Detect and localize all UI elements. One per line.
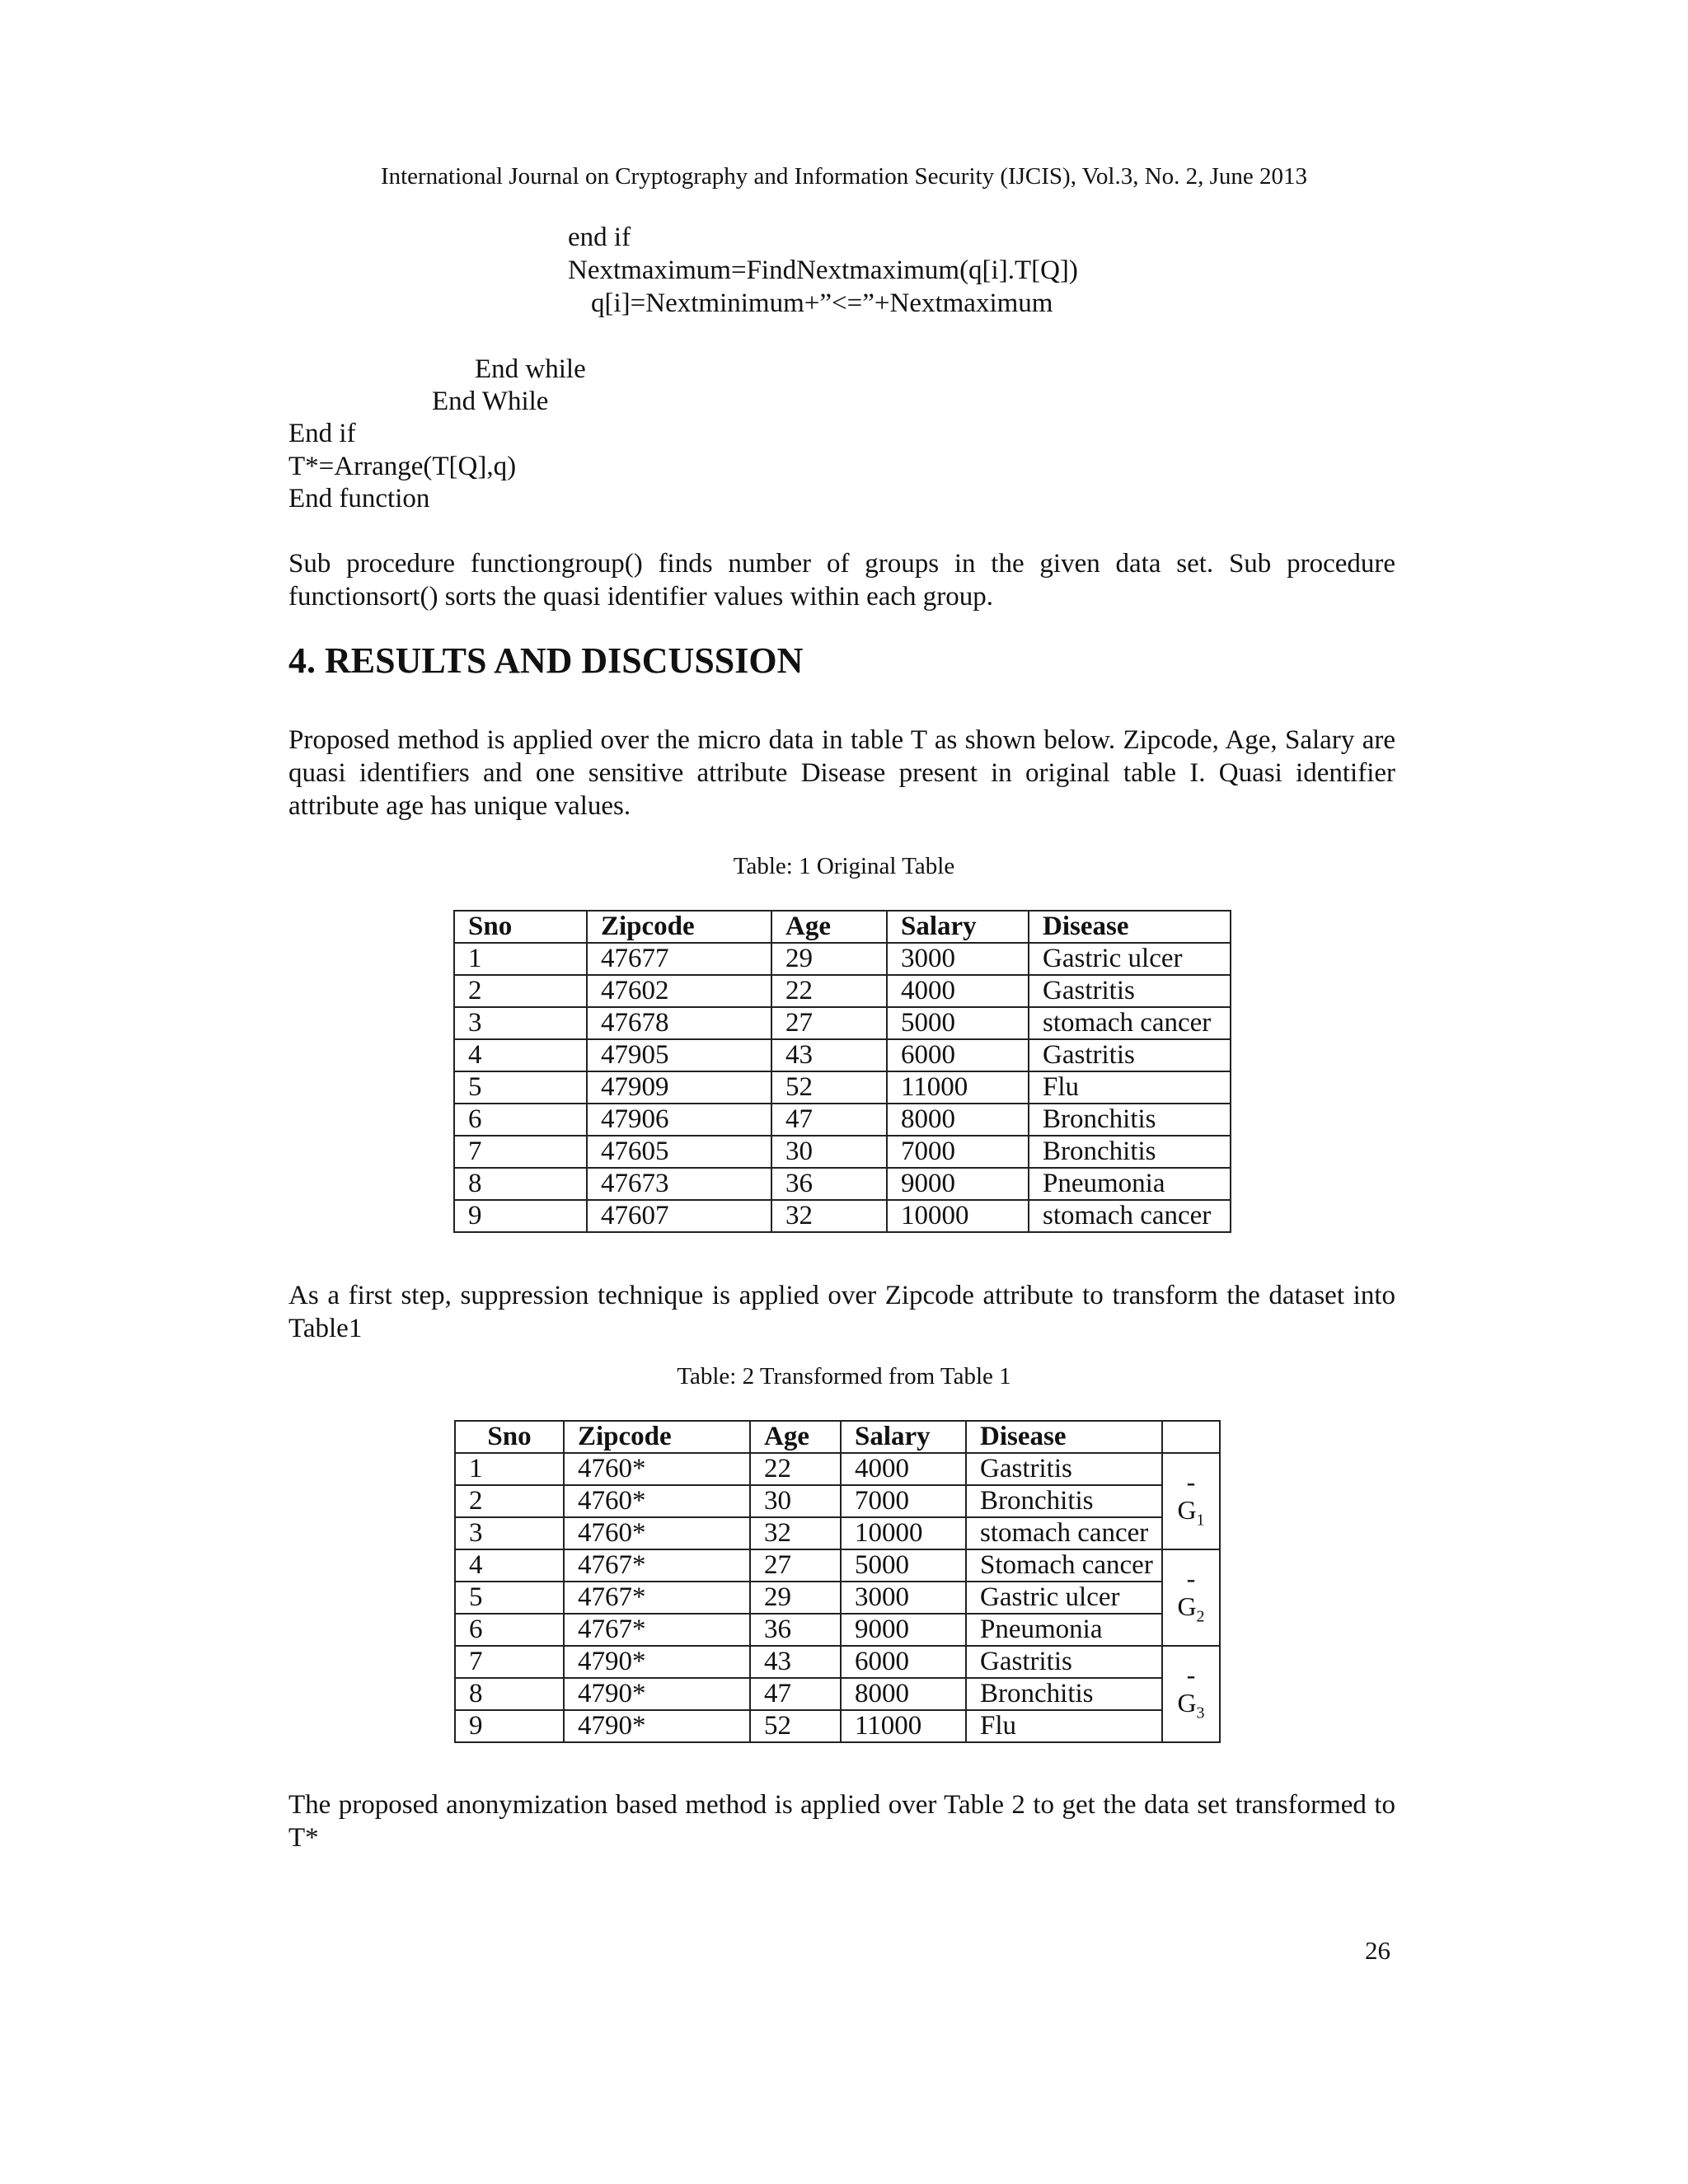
table-cell: 7000 — [887, 1136, 1029, 1168]
table-cell: Stomach cancer — [966, 1549, 1162, 1582]
table-cell: 22 — [750, 1453, 841, 1485]
table-cell: 11000 — [887, 1071, 1029, 1104]
column-header: Zipcode — [587, 911, 771, 943]
group-dash: - — [1186, 1467, 1196, 1497]
table-cell: 4767* — [564, 1549, 750, 1582]
table-cell: 8000 — [841, 1678, 966, 1710]
table-cell: 11000 — [841, 1710, 966, 1742]
table-cell: 9000 — [841, 1614, 966, 1646]
table-row — [455, 1646, 1220, 1678]
table-cell: 52 — [771, 1071, 887, 1104]
paragraph-final: The proposed anonymization based method is applied over Table 2 to get the data set transformed to T* — [288, 1790, 1395, 1853]
table-cell: 9 — [454, 1200, 587, 1232]
table-cell: stomach cancer — [1029, 1200, 1231, 1232]
table-header-row — [455, 1421, 1220, 1453]
table-row — [455, 1614, 1220, 1646]
group-dash: - — [1186, 1660, 1196, 1690]
table-cell: Bronchitis — [1029, 1136, 1231, 1168]
table-cell: 10000 — [841, 1517, 966, 1549]
table-cell: 47 — [771, 1104, 887, 1136]
code-end-while-outer: End While — [432, 387, 549, 416]
table-cell: 4760* — [564, 1485, 750, 1517]
table-cell: 47605 — [587, 1136, 771, 1168]
table-cell: 4790* — [564, 1678, 750, 1710]
section-heading: 4. RESULTS AND DISCUSSION — [288, 640, 804, 681]
group-subscript: 3 — [1196, 1704, 1205, 1722]
table-row — [454, 1007, 1231, 1039]
column-header: Disease — [1029, 911, 1231, 943]
table-row — [454, 1136, 1231, 1168]
table-cell: 2 — [455, 1485, 564, 1517]
table-cell: Pneumonia — [966, 1614, 1162, 1646]
table-cell: 1 — [455, 1453, 564, 1485]
group-letter: G — [1177, 1591, 1197, 1622]
table-cell: 47909 — [587, 1071, 771, 1104]
table-cell: 47905 — [587, 1039, 771, 1071]
code-next-maximum: Nextmaximum=FindNextmaximum(q[i].T[Q]) — [568, 255, 1078, 285]
table-cell: Bronchitis — [1029, 1104, 1231, 1136]
original-table — [453, 910, 1231, 1233]
table-cell: 4760* — [564, 1453, 750, 1485]
column-header: Age — [771, 911, 887, 943]
table-cell: Flu — [1029, 1071, 1231, 1104]
table-row — [454, 1200, 1231, 1232]
paragraph-first-step: As a first step, suppression technique is applied over Zipcode attribute to transform the dataset into Table1 — [288, 1281, 1395, 1343]
table-cell: 47 — [750, 1678, 841, 1710]
table-cell: Gastritis — [1029, 1039, 1231, 1071]
table-cell: 52 — [750, 1710, 841, 1742]
journal-header: International Journal on Cryptography and Information Security (IJCIS), Vol.3, No. 2, June 2013 — [380, 163, 1308, 190]
table-cell: Gastritis — [1029, 975, 1231, 1007]
table-row — [455, 1582, 1220, 1614]
table-cell: 8000 — [887, 1104, 1029, 1136]
group-label — [1162, 1453, 1220, 1549]
table-cell: 4767* — [564, 1582, 750, 1614]
table-cell: 5000 — [841, 1549, 966, 1582]
table1-caption: Table: 1 Original Table — [733, 853, 955, 879]
table-cell: 4790* — [564, 1710, 750, 1742]
group-letter: G — [1177, 1688, 1197, 1718]
group-name — [1163, 1496, 1219, 1534]
column-header: Salary — [841, 1421, 966, 1453]
table-cell: 47607 — [587, 1200, 771, 1232]
table-cell: Bronchitis — [966, 1485, 1162, 1517]
table-cell: Gastric ulcer — [966, 1582, 1162, 1614]
table-row — [455, 1485, 1220, 1517]
table-cell: stomach cancer — [1029, 1007, 1231, 1039]
table-cell: 4767* — [564, 1614, 750, 1646]
group-column-header — [1162, 1421, 1220, 1453]
table2-caption: Table: 2 Transformed from Table 1 — [677, 1363, 1011, 1390]
transformed-table — [454, 1420, 1221, 1743]
table-cell: 8 — [454, 1168, 587, 1200]
column-header: Salary — [887, 911, 1029, 943]
table-cell: stomach cancer — [966, 1517, 1162, 1549]
table-row — [454, 1168, 1231, 1200]
code-end-function: End function — [288, 484, 430, 513]
table-cell: 4 — [455, 1549, 564, 1582]
group-label — [1162, 1549, 1220, 1646]
table-cell: 5 — [455, 1582, 564, 1614]
table-cell: 47677 — [587, 943, 771, 975]
group-label — [1162, 1646, 1220, 1742]
table-cell: 10000 — [887, 1200, 1029, 1232]
table-cell: 7 — [454, 1136, 587, 1168]
paragraph-sub-procedure: Sub procedure functiongroup() finds number of groups in the given data set. Sub procedure functionsort() sorts the quasi identifier values within each group. — [288, 549, 1395, 612]
table-row — [454, 1039, 1231, 1071]
table-cell: 29 — [771, 943, 887, 975]
column-header: Zipcode — [564, 1421, 750, 1453]
table-cell: 4000 — [887, 975, 1029, 1007]
table-cell: 9000 — [887, 1168, 1029, 1200]
table-row — [454, 1071, 1231, 1104]
table-row — [455, 1710, 1220, 1742]
table-row — [455, 1517, 1220, 1549]
paragraph-results: Proposed method is applied over the micro data in table T as shown below. Zipcode, Age, Salary are quasi identifiers and one sensitive attribute Disease present in original table I. Quasi identifier attribute age has unique values. — [288, 725, 1395, 821]
table-cell: 32 — [750, 1517, 841, 1549]
table-cell: 6000 — [887, 1039, 1029, 1071]
table-cell: 47602 — [587, 975, 771, 1007]
code-arrange: T*=Arrange(T[Q],q) — [288, 452, 517, 481]
column-header: Disease — [966, 1421, 1162, 1453]
code-end-while-inner: End while — [475, 354, 586, 384]
table-cell: 9 — [455, 1710, 564, 1742]
code-q-assign: q[i]=Nextminimum+”<=”+Nextmaximum — [591, 288, 1053, 318]
table-header-row — [454, 911, 1231, 943]
table-cell: Bronchitis — [966, 1678, 1162, 1710]
table-cell: 32 — [771, 1200, 887, 1232]
table-cell: 30 — [771, 1136, 887, 1168]
table-cell: 4000 — [841, 1453, 966, 1485]
table-row — [455, 1549, 1220, 1582]
group-name — [1163, 1592, 1219, 1630]
group-name — [1163, 1689, 1219, 1727]
table-cell: 27 — [771, 1007, 887, 1039]
table-cell: 36 — [771, 1168, 887, 1200]
group-letter: G — [1177, 1495, 1197, 1526]
table-row — [454, 975, 1231, 1007]
page-number: 26 — [1365, 1936, 1390, 1965]
table-cell: 47678 — [587, 1007, 771, 1039]
table-cell: 27 — [750, 1549, 841, 1582]
table-cell: 30 — [750, 1485, 841, 1517]
column-header: Sno — [455, 1421, 564, 1453]
table-row — [454, 1104, 1231, 1136]
table-cell: 4 — [454, 1039, 587, 1071]
table-cell: Gastritis — [966, 1453, 1162, 1485]
code-end-if: end if — [568, 223, 631, 252]
code-end-if-outer: End if — [288, 419, 356, 448]
column-header: Sno — [454, 911, 587, 943]
table-cell: 3000 — [841, 1582, 966, 1614]
table-cell: 3000 — [887, 943, 1029, 975]
table-cell: 5000 — [887, 1007, 1029, 1039]
table-cell: Gastritis — [966, 1646, 1162, 1678]
table-cell: 2 — [454, 975, 587, 1007]
table-cell: 7000 — [841, 1485, 966, 1517]
table-cell: 6000 — [841, 1646, 966, 1678]
table-cell: Gastric ulcer — [1029, 943, 1231, 975]
table-row — [455, 1453, 1220, 1485]
table-cell: 47673 — [587, 1168, 771, 1200]
table-cell: 7 — [455, 1646, 564, 1678]
table-cell: Flu — [966, 1710, 1162, 1742]
table-cell: 43 — [750, 1646, 841, 1678]
table-cell: 4760* — [564, 1517, 750, 1549]
table-cell: 6 — [455, 1614, 564, 1646]
table-cell: 5 — [454, 1071, 587, 1104]
table-cell: 29 — [750, 1582, 841, 1614]
group-subscript: 1 — [1196, 1511, 1205, 1530]
table-cell: 3 — [454, 1007, 587, 1039]
table-cell: 4790* — [564, 1646, 750, 1678]
table-cell: 3 — [455, 1517, 564, 1549]
column-header: Age — [750, 1421, 841, 1453]
table-cell: 47906 — [587, 1104, 771, 1136]
table-row — [454, 943, 1231, 975]
table-cell: 36 — [750, 1614, 841, 1646]
table-row — [455, 1678, 1220, 1710]
table-cell: Pneumonia — [1029, 1168, 1231, 1200]
table-cell: 8 — [455, 1678, 564, 1710]
group-dash: - — [1186, 1563, 1196, 1594]
table-cell: 6 — [454, 1104, 587, 1136]
table-cell: 43 — [771, 1039, 887, 1071]
group-subscript: 2 — [1196, 1607, 1205, 1626]
table-cell: 1 — [454, 943, 587, 975]
table-cell: 22 — [771, 975, 887, 1007]
